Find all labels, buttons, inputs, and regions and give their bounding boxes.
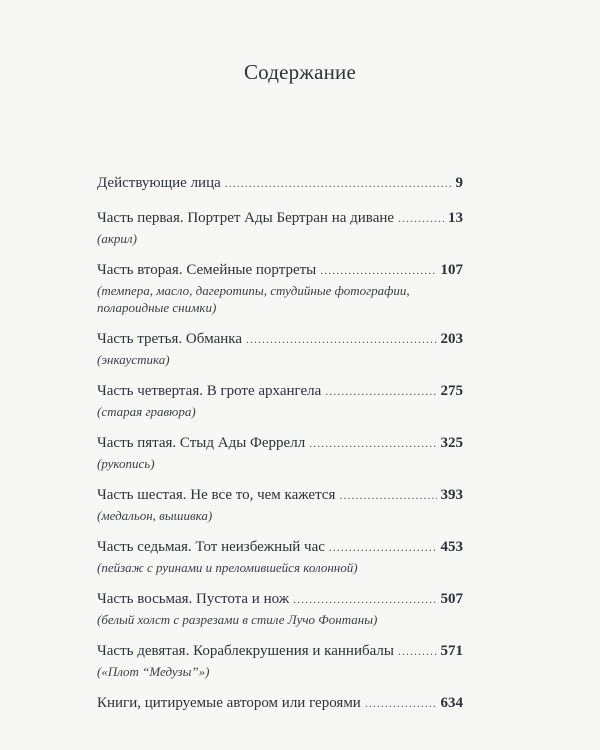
toc-entry-title: Часть восьмая. Пустота и нож bbox=[97, 591, 290, 607]
toc-entry[interactable] bbox=[97, 174, 463, 193]
toc-line bbox=[97, 538, 463, 557]
toc-line bbox=[97, 694, 463, 713]
toc-line bbox=[97, 209, 463, 228]
toc-entry[interactable] bbox=[97, 434, 463, 472]
toc-entry-medium: (медальон, вышивка) bbox=[97, 508, 213, 523]
toc-entry-title: Часть седьмая. Тот неизбежный час bbox=[97, 539, 325, 555]
toc-entry-title: Часть пятая. Стыд Ады Феррелл bbox=[97, 435, 306, 451]
toc-line bbox=[97, 382, 463, 401]
toc-line bbox=[97, 642, 463, 661]
dot-leader bbox=[365, 694, 437, 713]
dot-leader bbox=[246, 330, 436, 349]
toc-entry-title: Часть первая. Портрет Ады Бертран на диване bbox=[97, 210, 395, 226]
toc-entry-title: Действующие лица bbox=[97, 175, 221, 191]
toc-page-number: 203 bbox=[440, 331, 463, 347]
toc-entry-medium: полароидные снимки) bbox=[97, 300, 217, 315]
toc-entry[interactable] bbox=[97, 590, 463, 628]
toc-page-number: 107 bbox=[440, 262, 463, 278]
toc-page-number: 453 bbox=[440, 539, 463, 555]
toc-entry-medium: (белый холст с разрезами в стиле Лучо Фонтаны) bbox=[97, 612, 378, 627]
toc-entry-title: Часть шестая. Не все то, чем кажется bbox=[97, 487, 336, 503]
toc-page-number: 325 bbox=[440, 435, 463, 451]
toc-entry-medium: (пейзаж с руинами и преломившейся колонной) bbox=[97, 560, 358, 575]
dot-leader bbox=[325, 382, 436, 401]
toc-entry-medium: (старая гравюра) bbox=[97, 404, 196, 419]
toc-entry-medium: (акрил) bbox=[97, 231, 137, 246]
table-of-contents bbox=[97, 174, 463, 713]
dot-leader bbox=[329, 538, 437, 557]
page-title: Содержание bbox=[243, 60, 357, 84]
toc-entry[interactable] bbox=[97, 486, 463, 524]
toc-entry-medium: (темпера, масло, дагеротипы, студийные фотографии, bbox=[97, 283, 410, 298]
toc-entry[interactable] bbox=[97, 642, 463, 680]
toc-page-number: 275 bbox=[440, 383, 463, 399]
dot-leader bbox=[225, 174, 452, 193]
dot-leader bbox=[320, 261, 436, 280]
toc-entry[interactable] bbox=[97, 538, 463, 576]
toc-entry-medium: (рукопись) bbox=[97, 456, 155, 471]
toc-entry-title: Книги, цитируемые автором или героями bbox=[97, 695, 361, 711]
toc-line bbox=[97, 486, 463, 505]
toc-page-number: 507 bbox=[440, 591, 463, 607]
toc-entry-medium: (энкаустика) bbox=[97, 352, 170, 367]
toc-line bbox=[97, 330, 463, 349]
dot-leader bbox=[309, 434, 436, 453]
dot-leader bbox=[398, 209, 444, 228]
toc-entry[interactable] bbox=[97, 694, 463, 713]
toc-line bbox=[97, 174, 463, 193]
toc-page-number: 393 bbox=[440, 487, 463, 503]
toc-page-number: 571 bbox=[440, 643, 463, 659]
toc-entry[interactable] bbox=[97, 330, 463, 368]
toc-entry-medium: («Плот “Медузы”») bbox=[97, 664, 210, 679]
dot-leader bbox=[398, 642, 437, 661]
toc-line bbox=[97, 261, 463, 280]
toc-entry[interactable] bbox=[97, 261, 463, 316]
toc-entry-title: Часть вторая. Семейные портреты bbox=[97, 262, 317, 278]
toc-page-number: 634 bbox=[440, 695, 463, 711]
toc-line bbox=[97, 434, 463, 453]
toc-page-number: 9 bbox=[455, 175, 463, 191]
toc-entry[interactable] bbox=[97, 382, 463, 420]
dot-leader bbox=[293, 590, 436, 609]
toc-page-number: 13 bbox=[448, 210, 463, 226]
dot-leader bbox=[339, 486, 436, 505]
toc-line bbox=[97, 590, 463, 609]
toc-entry[interactable] bbox=[97, 209, 463, 247]
toc-entry-title: Часть четвертая. В гроте архангела bbox=[97, 383, 322, 399]
toc-entry-title: Часть девятая. Кораблекрушения и каннибалы bbox=[97, 643, 394, 659]
toc-entry-title: Часть третья. Обманка bbox=[97, 331, 243, 347]
